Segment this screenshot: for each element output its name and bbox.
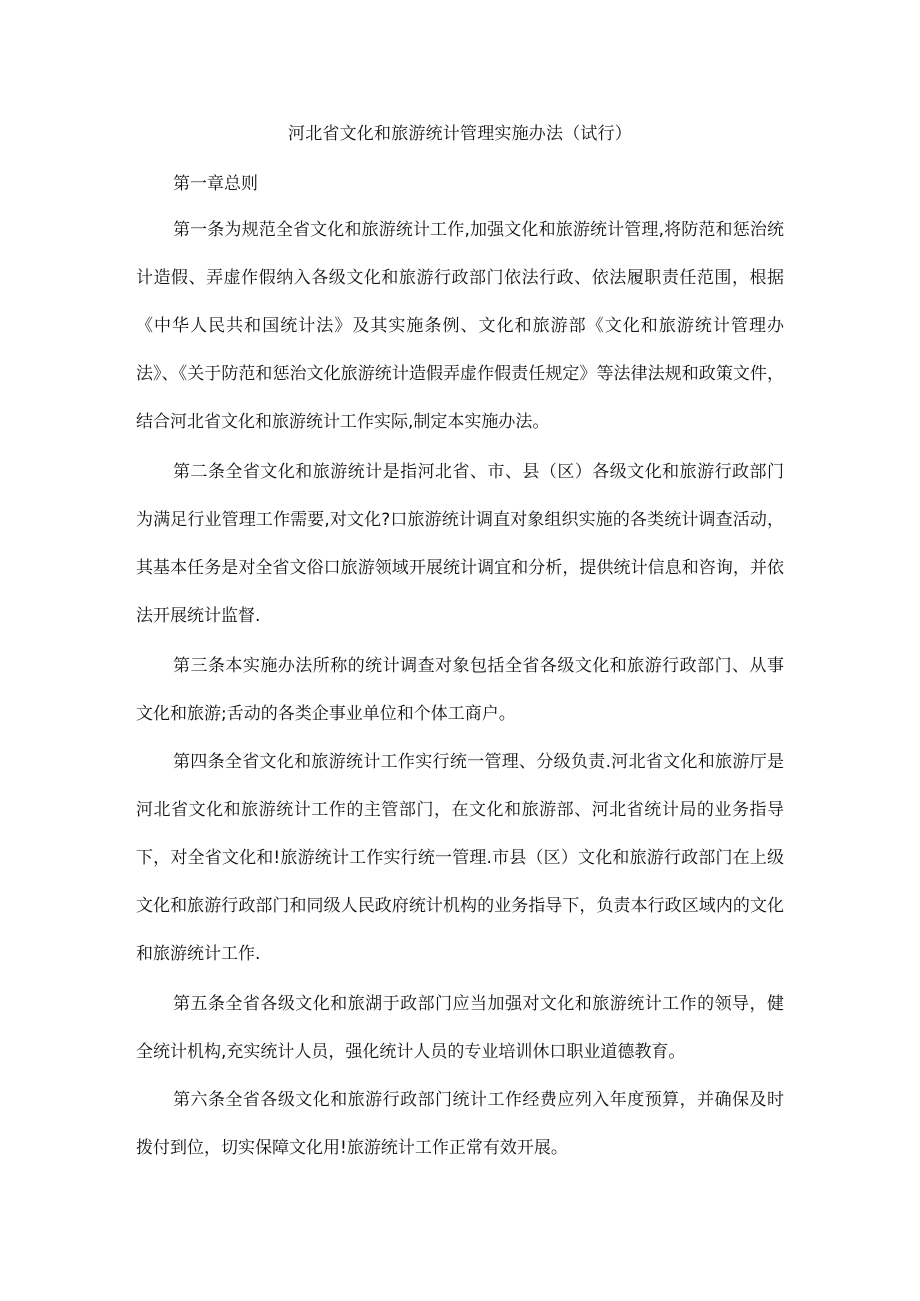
article-2: 第二条全省文化和旅游统计是指河北省、市、县（区）各级文化和旅游行政部门为满足行业管理工作需要,对文化?口旅游统计调直对象组织实施的各类统计调查活动，其基本任务是对全省文俗口旅游领域开展统计调宜和分析，提供统计信息和咨询，并依法开展统计监督. [136, 462, 784, 626]
document-title: 河北省文化和旅游统计管理实施办法（试行） [288, 124, 632, 144]
chapter-heading: 第一章总则 [173, 174, 258, 194]
article-3: 第三条本实施办法所称的统计调查对象包括全省各级文化和旅游行政部门、从事文化和旅游;舌动的各类企事业单位和个体工商户。 [136, 656, 784, 724]
article-4: 第四条全省文化和旅游统计工作实行统一管理、分级负责.河北省文化和旅游厅是河北省文化和旅游统计工作的主管部门，在文化和旅游部、河北省统计局的业务指导下，对全省文化和!旅游统计工作实行统一管理.市县（区）文化和旅游行政部门在上级文化和旅游行政部门和同级人民政府统计机构的业务指导下，负责本行政区域内的文化和旅游统计工作. [136, 752, 784, 964]
article-6: 第六条全省各级文化和旅游行政部门统计工作经费应列入年度预算，并确保及时拨付到位，切实保障文化用!旅游统计工作正常有效开展。 [136, 1090, 784, 1158]
article-1: 第一条为规范全省文化和旅游统计工作,加强文化和旅游统计管理,将防范和惩治统计造假、弄虚作假纳入各级文化和旅游行政部门依法行政、依法履职责任范围，根据《中华人民共和国统计法》及其实施条例、文化和旅游部《文化和旅游统计管理办法》、《关于防范和惩治文化旅游统计造假弄虚作假责任规定》等法律法规和政策文件，结合河北省文化和旅游统计工作实际,制定本实施办法。 [136, 220, 784, 432]
article-5: 第五条全省各级文化和旅湖于政部门应当加强对文化和旅游统计工作的领导，健全统计机构,充实统计人员，强化统计人员的专业培训休口职业道德教育。 [136, 994, 784, 1062]
